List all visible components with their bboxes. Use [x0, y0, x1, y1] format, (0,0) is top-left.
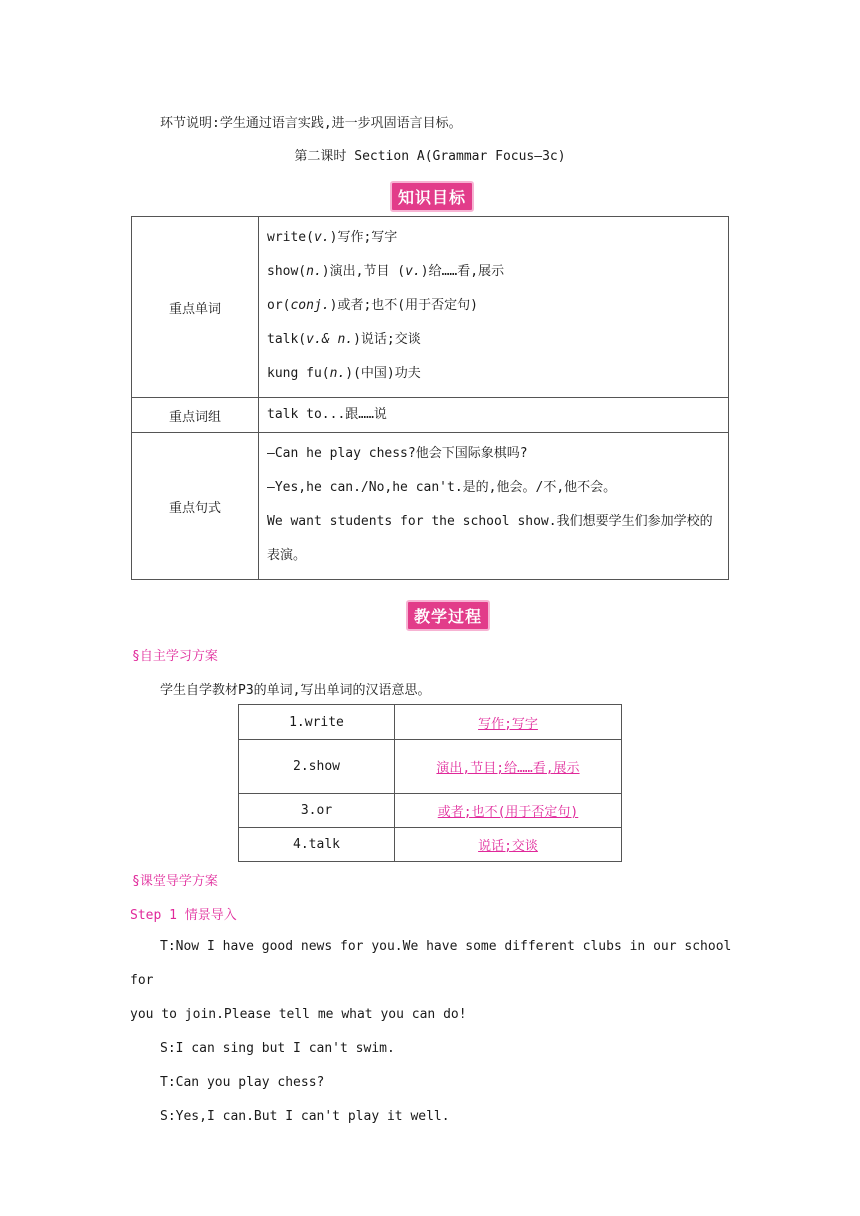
- dialogue-line: T:Now I have good news for you.We have some different clubs in our school for: [130, 939, 732, 988]
- class-heading: §课堂导学方案: [132, 874, 218, 889]
- vocab-answer-cell: [395, 828, 622, 862]
- words-label: 重点单词: [132, 217, 259, 398]
- vocab-answer-cell: [395, 705, 622, 740]
- table-row: [239, 794, 622, 828]
- phrases-cell: [259, 398, 729, 433]
- vocab-answer: 或者;也不(用于否定句): [437, 805, 579, 820]
- lesson-title: 第二课时 Section A(Grammar Focus—3c): [294, 149, 566, 164]
- objectives-table: [131, 216, 729, 580]
- table-row: [239, 828, 622, 862]
- sentences-label: 重点句式: [132, 433, 259, 580]
- sentence-line: —Can he play chess?他会下国际象棋吗?: [267, 446, 528, 461]
- dialogue-line: S:Yes,I can.But I can't play it well.: [160, 1109, 450, 1124]
- dialogue: [130, 930, 732, 1134]
- vocab-table: [238, 704, 622, 862]
- sentence-line: We want students for the school show.我们想要学生们参加学校的: [267, 514, 713, 529]
- phrase-line: talk to...跟……说: [267, 407, 387, 422]
- table-row: [132, 398, 729, 433]
- process-badge: 教学过程: [406, 600, 490, 631]
- dialogue-line: S:I can sing but I can't swim.: [160, 1041, 395, 1056]
- word-line: talk(v.& n.)说话;交谈: [267, 332, 421, 347]
- word-line: or(conj.)或者;也不(用于否定句): [267, 298, 478, 313]
- dialogue-line: T:Can you play chess?: [160, 1075, 325, 1090]
- words-cell: [259, 217, 729, 398]
- vocab-answer: 说话;交谈: [478, 839, 538, 854]
- self-study-heading: §自主学习方案: [132, 649, 218, 664]
- vocab-word: 2.show: [239, 740, 395, 794]
- sentence-line: 表演。: [267, 548, 307, 563]
- intro-text: 环节说明:学生通过语言实践,进一步巩固语言目标。: [160, 116, 462, 131]
- phrases-label: 重点词组: [132, 398, 259, 433]
- objectives-badge: 知识目标: [390, 181, 474, 212]
- sentence-line: —Yes,he can./No,he can't.是的,他会。/不,他不会。: [267, 480, 617, 495]
- word-line: kung fu(n.)(中国)功夫: [267, 366, 421, 381]
- vocab-answer: 写作;写字: [478, 716, 538, 732]
- step1-heading: Step 1 情景导入: [130, 908, 237, 923]
- vocab-word: 1.write: [239, 705, 395, 740]
- vocab-word: 3.or: [239, 794, 395, 828]
- vocab-answer: 演出,节目;给……看,展示: [436, 761, 580, 776]
- vocab-answer-cell: [395, 740, 622, 794]
- vocab-answer-cell: [395, 794, 622, 828]
- vocab-word: 4.talk: [239, 828, 395, 862]
- table-row: [132, 433, 729, 580]
- word-line: show(n.)演出,节目 (v.)给……看,展示: [267, 264, 505, 279]
- table-row: [239, 705, 622, 740]
- self-study-instruction: 学生自学教材P3的单词,写出单词的汉语意思。: [160, 683, 431, 698]
- word-line: write(v.)写作;写字: [267, 230, 398, 245]
- table-row: [132, 217, 729, 398]
- dialogue-line: you to join.Please tell me what you can do!: [130, 1007, 467, 1022]
- table-row: [239, 740, 622, 794]
- sentences-cell: [259, 433, 729, 580]
